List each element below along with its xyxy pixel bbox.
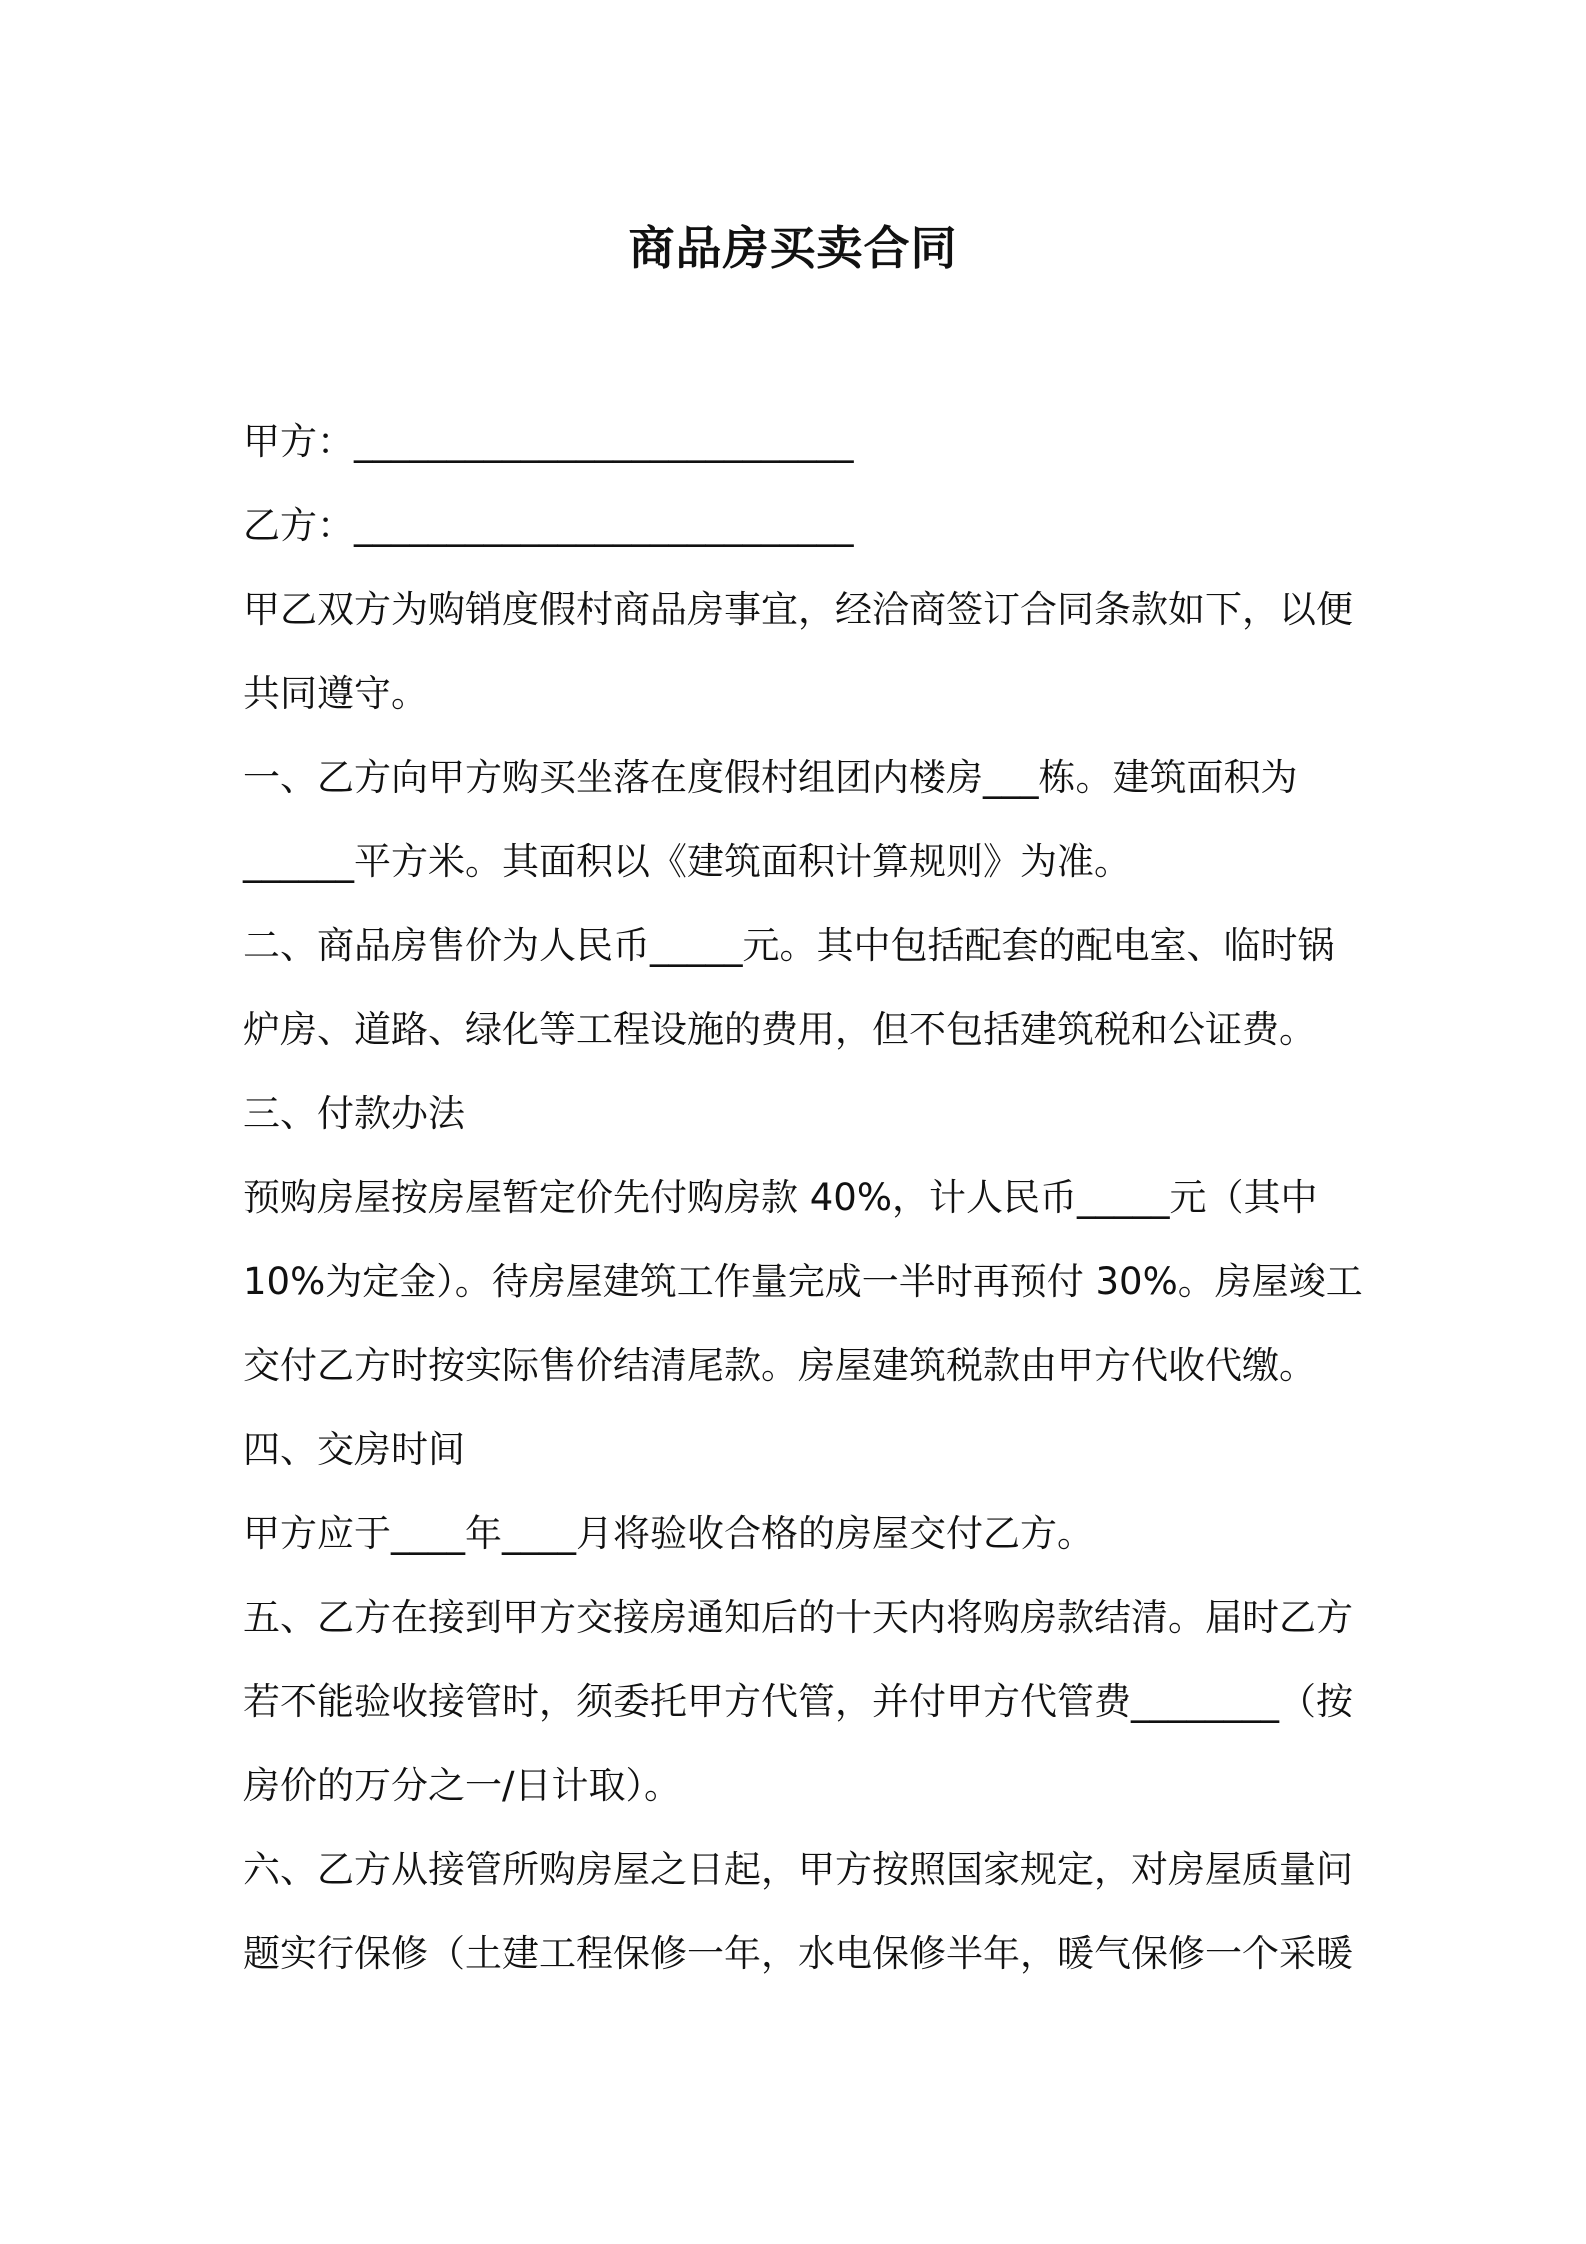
contract-body bbox=[243, 400, 1363, 1996]
clause-1-line-1: 一、乙方向甲方购买坐落在度假村组团内楼房___栋。建筑面积为 bbox=[243, 756, 1298, 799]
clause-3-line-2: 10%为定金）。待房屋建筑工作量完成一半时再预付 30%。房屋竣工 bbox=[243, 1260, 1363, 1303]
clause-2-line-2: 炉房、道路、绿化等工程设施的费用，但不包括建筑税和公证费。 bbox=[243, 1008, 1316, 1051]
clause-3-heading: 三、付款办法 bbox=[243, 1092, 465, 1135]
clause-3-line-1: 预购房屋按房屋暂定价先付购房款 40%，计人民币_____元（其中 bbox=[243, 1176, 1318, 1219]
clause-1-line-2: ______平方米。其面积以《建筑面积计算规则》为准。 bbox=[243, 840, 1131, 883]
clause-5-line-2: 若不能验收接管时，须委托甲方代管，并付甲方代管费________（按 bbox=[243, 1680, 1353, 1723]
party-b-line: 乙方：___________________________ bbox=[243, 504, 854, 547]
clause-6-line-1: 六、乙方从接管所购房屋之日起，甲方按照国家规定，对房屋质量问 bbox=[243, 1848, 1353, 1891]
clause-3-line-3: 交付乙方时按实际售价结清尾款。房屋建筑税款由甲方代收代缴。 bbox=[243, 1344, 1316, 1387]
preamble-line-1: 甲乙双方为购销度假村商品房事宜，经洽商签订合同条款如下，以便 bbox=[243, 588, 1353, 631]
clause-4-heading: 四、交房时间 bbox=[243, 1428, 465, 1471]
preamble-line-2: 共同遵守。 bbox=[243, 672, 428, 715]
clause-6-line-2: 题实行保修（土建工程保修一年，水电保修半年，暖气保修一个采暖 bbox=[243, 1932, 1353, 1975]
clause-2-line-1: 二、商品房售价为人民币_____元。其中包括配套的配电室、临时锅 bbox=[243, 924, 1335, 967]
party-a-line: 甲方：___________________________ bbox=[243, 420, 854, 463]
clause-5-line-3: 房价的万分之一/日计取）。 bbox=[243, 1764, 681, 1807]
clause-5-line-1: 五、乙方在接到甲方交接房通知后的十天内将购房款结清。届时乙方 bbox=[243, 1596, 1353, 1639]
document-title: 商品房买卖合同 bbox=[628, 221, 958, 275]
clause-4-line-1: 甲方应于____年____月将验收合格的房屋交付乙方。 bbox=[243, 1512, 1094, 1555]
